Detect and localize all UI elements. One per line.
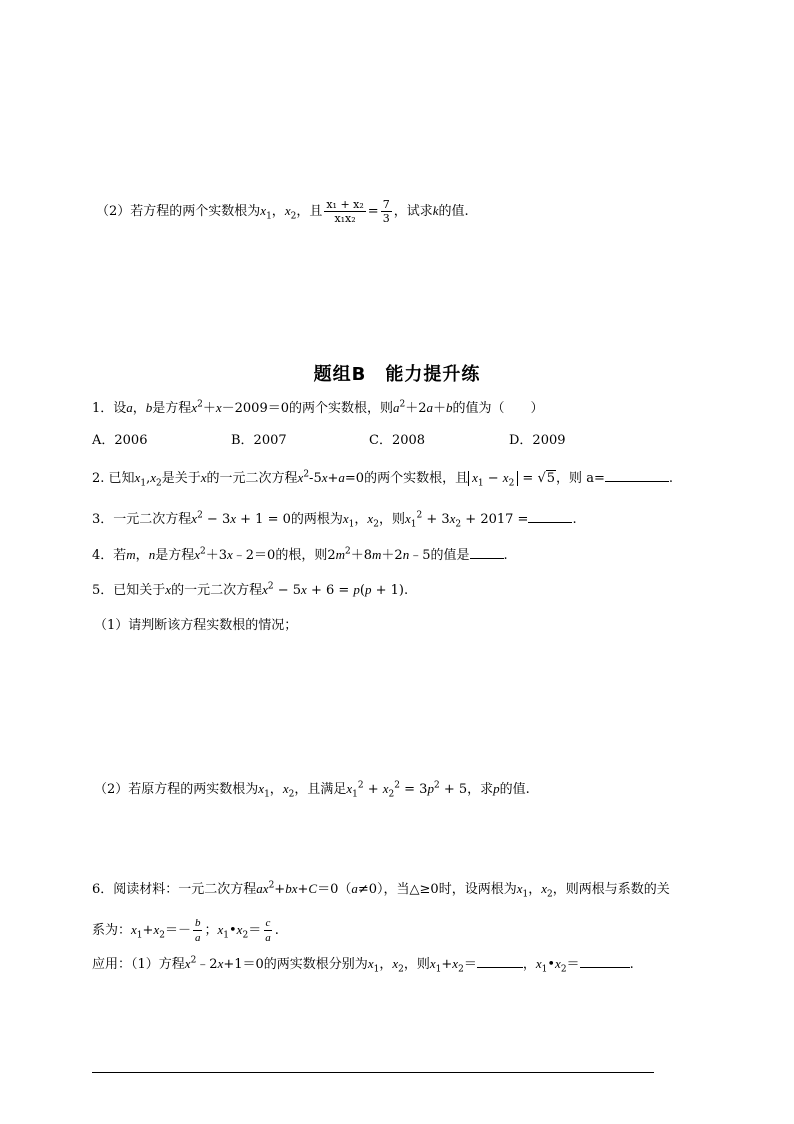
text: （2）若原方程的两实数根为 (94, 782, 259, 797)
bottom-rule (92, 1072, 654, 1073)
text: a= (586, 471, 605, 486)
answer-blank[interactable] (605, 469, 669, 482)
text: ，且满足 (294, 782, 347, 797)
answer-blank[interactable] (477, 955, 523, 968)
fraction: $\frac{b}{a}$ (194, 917, 201, 944)
text: ，且 (296, 204, 323, 219)
text: 是方程 (155, 548, 195, 563)
text: 的两个实数根，且 (364, 471, 469, 486)
question-1: 1．设a，b是方程$x^2+x-2009=0$的两个实数根，则$a^2+2a+b$的值为（ ） (92, 399, 544, 416)
frac-den: x₁x₂ (334, 212, 356, 225)
question-6: 6．阅读材料：一元二次方程$ax^2+bx+C=0(a\ne 0)$，当△≥0时，设两根为$x_1$，$x_2$，则两根与系数的关 (92, 880, 670, 900)
text: （2）若方程的两个实数根为 (96, 204, 261, 219)
text: ，则两根与系数的关 (552, 882, 670, 897)
text: 5．已知关于 (92, 583, 166, 598)
frac-den: 3 (382, 212, 390, 225)
text: 的值是 (430, 548, 470, 563)
text: ＝0的两个实数根，则 (267, 401, 393, 416)
question-6-vieta: 系为：$x_1+x_2=-$ $\frac{b}{a}$ ；$x_1•x_2=$ $\frac{c}{a}$ . (92, 917, 279, 944)
choice-b: B．2007 (231, 433, 287, 448)
choice-d: D．2009 (509, 433, 566, 448)
text: = (367, 204, 379, 219)
text: ），当△≥0时，设两根为 (377, 882, 517, 897)
text: 应用：（1）方程 (92, 957, 185, 972)
choice-c: C．2008 (369, 433, 426, 448)
text: 6．阅读材料：一元二次方程 (92, 882, 257, 897)
q-prev-part2: （2）若方程的两个实数根为$x_1$，$x_2$，且 $\frac{\text{x₁ + x₂}}{\text{x₁x₂}}$ = $\frac{7}{3}$ ，试求k的值. (96, 198, 469, 225)
text: 的一元二次方程 (206, 471, 298, 486)
text: ，则 (556, 471, 583, 486)
text: ，则 (403, 957, 430, 972)
text: 的根，则 (275, 548, 328, 563)
frac-num: x₁ + x₂ (326, 198, 364, 211)
text: 2. 已知 (92, 471, 135, 486)
text: 的值为（ ） (452, 401, 544, 416)
text: （ (338, 882, 352, 897)
text: ，则 (378, 512, 405, 527)
text: 4．若 (92, 548, 127, 563)
question-3: 3．一元二次方程$x^2 - 3x + 1 = 0$的两根为$x_1$，$x_2$，则$x_1^2 + 3x_2 + 2017$ = . (92, 510, 577, 530)
text: ，试求 (393, 204, 433, 219)
text: 的两根为 (290, 512, 343, 527)
question-4: 4．若m，n是方程$x^2+3x﹣2=0$的根，则$2m^2+8m+2n﹣5$的值是 . (92, 546, 508, 563)
abs-expression: $x_1 - x_2$ (468, 471, 518, 486)
text: ，求 (467, 782, 494, 797)
fraction: $\frac{c}{a}$ (265, 917, 271, 944)
question-2: 2. 已知$x_1,x_2$是关于x的一元二次方程$x^2-5x+a=0$的两个实数根，且 $x_1 - x_2 = √5$，则 a= . (92, 469, 673, 489)
text: 是关于 (161, 471, 201, 486)
text: 1．设 (92, 401, 127, 416)
text: ＝ (463, 957, 477, 972)
choice-a: A．2006 (92, 433, 148, 448)
text: 的值. (438, 204, 469, 219)
text: 系为： (92, 923, 132, 938)
text: 的一元二次方程 (171, 583, 263, 598)
question-5-part2: （2）若原方程的两实数根为$x_1$，$x_2$，且满足$x_1^2 + x_2^2 = 3p^2 + 5$，求p的值. (94, 780, 530, 800)
question-5-part1: （1）请判断该方程实数根的情况； (94, 618, 298, 633)
fraction (324, 198, 365, 225)
answer-blank[interactable] (470, 546, 504, 559)
text: ； (204, 923, 218, 938)
fraction (381, 198, 392, 225)
section-title: 题组B 能力提升练 (313, 364, 481, 385)
frac-num: 7 (382, 198, 390, 211)
text: 的两实数根分别为 (263, 957, 368, 972)
text: 3．一元二次方程 (92, 512, 192, 527)
answer-blank[interactable] (528, 510, 572, 523)
answer-blank[interactable] (580, 955, 630, 968)
question-6-application: 应用：（1）方程$x^2﹣2x+1=0$的两实数根分别为$x_1$，$x_2$，则$x_1+x_2=$ ，$x_1•x_2=$ . (92, 955, 634, 975)
question-5: 5．已知关于x的一元二次方程$x^2 - 5x + 6 = p(p + 1)$. (92, 581, 409, 598)
var-k: k (432, 203, 439, 218)
text: 是方程 (152, 401, 192, 416)
text: 的值. (499, 782, 530, 797)
